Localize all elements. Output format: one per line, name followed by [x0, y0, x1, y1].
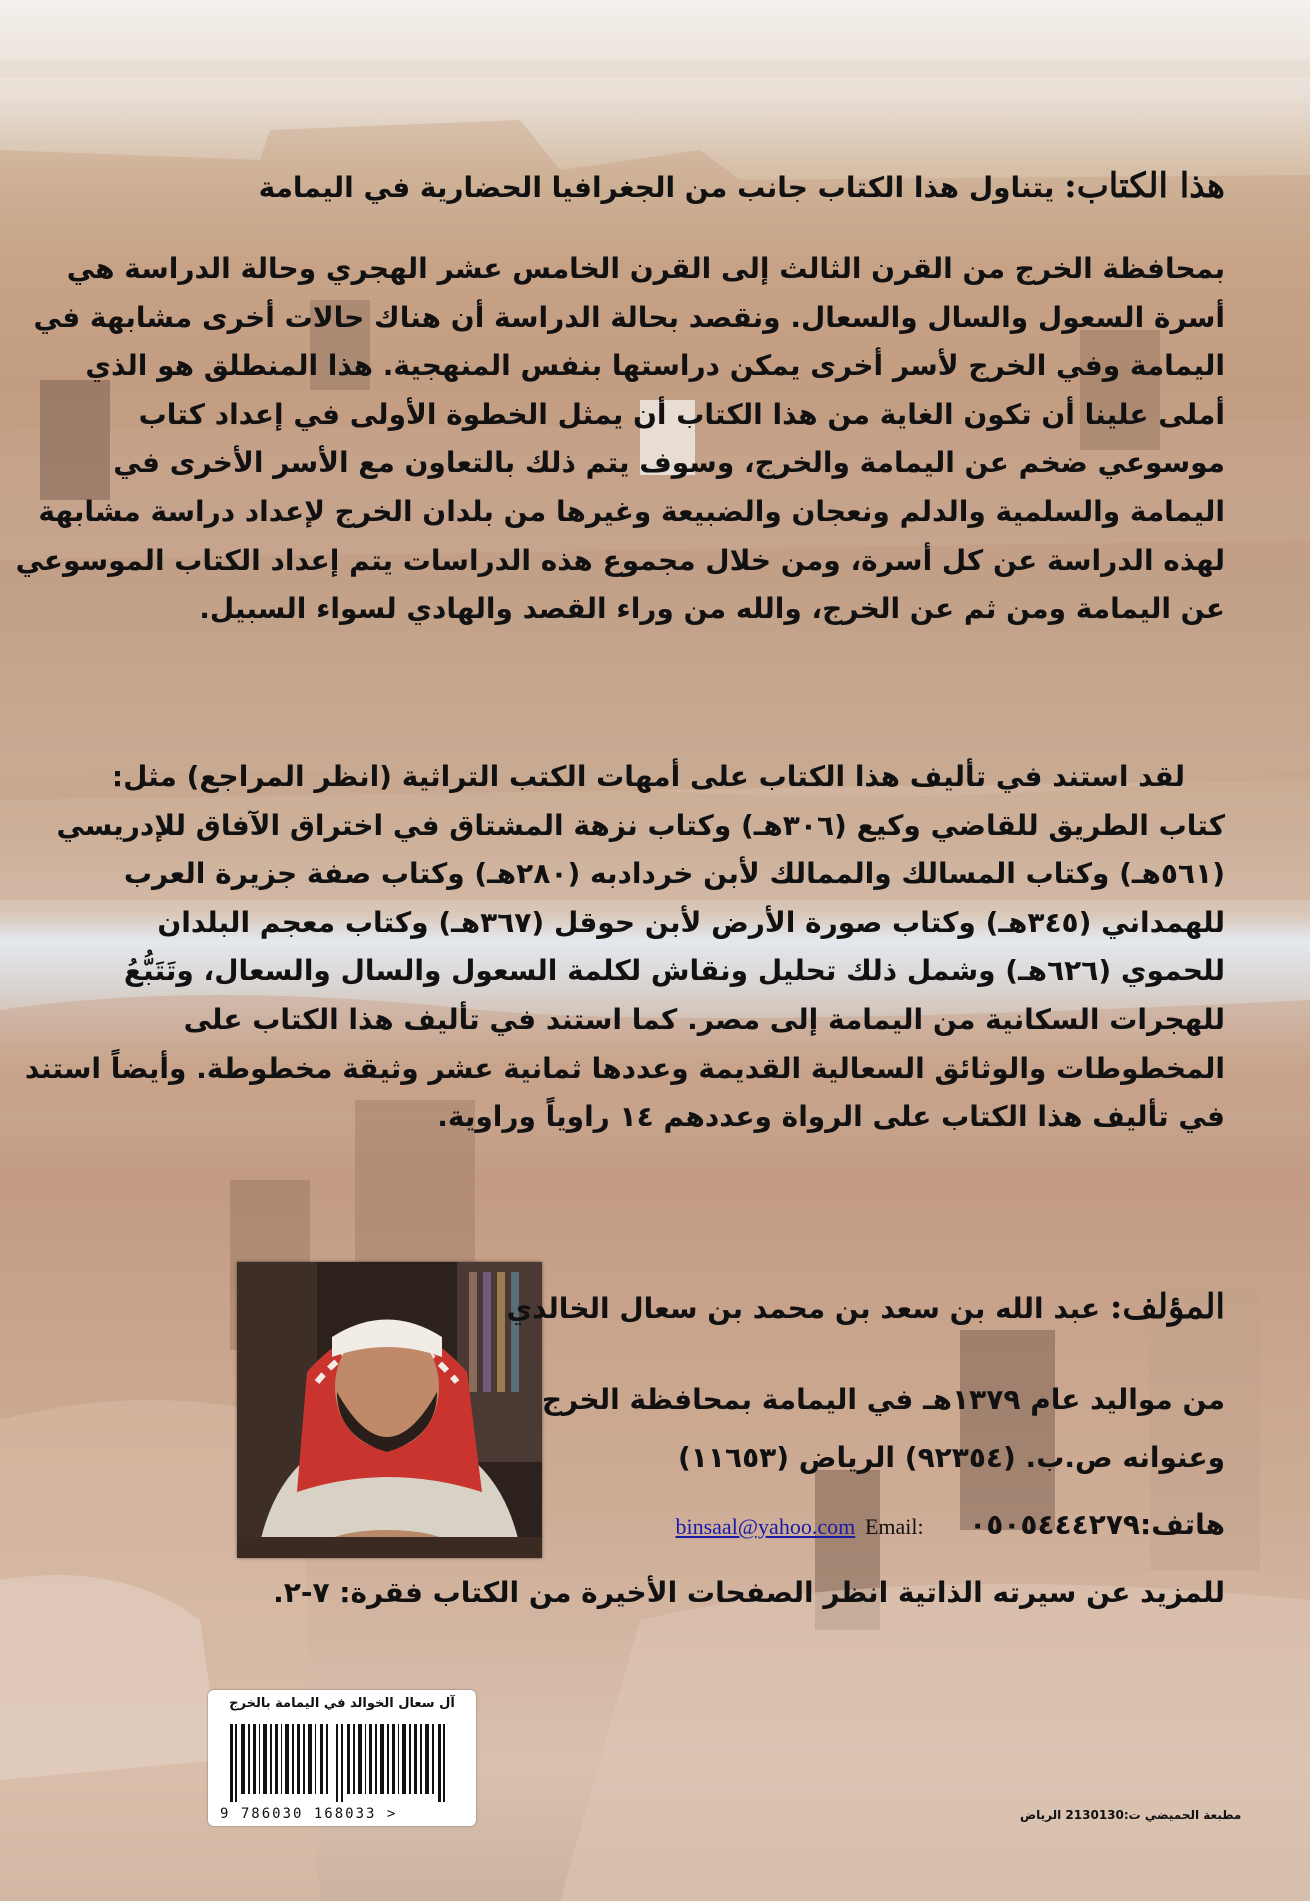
- about-line: بمحافظة الخرج من القرن الثالث إلى القرن الخامس عشر الهجري وحالة الدراسة هي: [66, 252, 1225, 285]
- author-address: وعنوانه ص.ب. (٩٢٣٥٤) الرياض (١١٦٥٣): [678, 1441, 1225, 1474]
- author-portrait-icon: [237, 1262, 542, 1558]
- author-birth: من مواليد عام ١٣٧٩هـ في اليمامة بمحافظة الخرج: [541, 1383, 1225, 1416]
- about-line: أملى علينا أن تكون الغاية من هذا الكتاب أن يمثل الخطوة الأولى في إعداد كتاب: [138, 397, 1225, 431]
- printer-credit: مطبعة الحميضي ت:2130130 الرياض: [1020, 1808, 1242, 1822]
- author-email-link[interactable]: binsaal@yahoo.com: [675, 1514, 856, 1539]
- sources-line: كتاب الطريق للقاضي وكيع (٣٠٦هـ) وكتاب نزهة المشتاق في اختراق الآفاق للإدريسي: [56, 808, 1225, 842]
- isbn-barcode: [208, 1690, 476, 1826]
- about-line: أسرة السعول والسال والسعال. ونقصد بحالة الدراسة أن هناك حالات أخرى مشابهة في: [33, 300, 1225, 334]
- author-more-info: للمزيد عن سيرته الذاتية انظر الصفحات الأخيرة من الكتاب فقرة: ٧-٢.: [273, 1576, 1225, 1609]
- about-book-body: [15, 245, 1225, 634]
- sources-line: للهجرات السكانية من اليمامة إلى مصر. كما استند في تأليف هذا الكتاب على: [183, 1002, 1225, 1036]
- author-phone: هاتف:٠٥٠٥٤٤٤٢٧٩: [969, 1508, 1225, 1541]
- about-line: لهذه الدراسة عن كل أسرة، ومن خلال مجموع هذه الدراسات يتم إعداد الكتاب الموسوعي: [15, 543, 1225, 577]
- sources-paragraph: [24, 753, 1225, 1142]
- sources-line: المخطوطات والوثائق السعالية القديمة وعددها ثمانية عشر وثيقة مخطوطة. وأيضاً استند: [24, 1051, 1225, 1085]
- about-line-1: هذا الكتاب: يتناول هذا الكتاب جانب من الجغرافيا الحضارية في اليمامة: [258, 166, 1225, 206]
- author-photo: [237, 1262, 542, 1558]
- about-book-paragraph: [195, 160, 1225, 212]
- about-line: عن اليمامة ومن ثم عن الخرج، والله من وراء القصد والهادي لسواء السبيل.: [199, 592, 1225, 626]
- sources-line: في تأليف هذا الكتاب على الرواة وعددهم ١٤ راوياً وراوية.: [437, 1100, 1225, 1134]
- sources-line: للحموي (٦٢٦هـ) وشمل ذلك تحليل ونقاش لكلمة السعول والسال والسعال، وتَتَبُّعُ: [123, 954, 1225, 988]
- about-line: اليمامة وفي الخرج لأسر أخرى يمكن دراستها بنفس المنهجية. هذا المنطلق هو الذي: [85, 349, 1225, 383]
- author-name: عبد الله بن سعد بن محمد بن سعال الخالدي: [506, 1292, 1101, 1325]
- author-name-line: [506, 1287, 1225, 1327]
- sources-line: (٥٦١هـ) وكتاب المسالك والممالك لأبن خردادبه (٢٨٠هـ) وكتاب صفة جزيرة العرب: [123, 857, 1225, 891]
- barcode-digits: 9 786030 168033 >: [220, 1806, 398, 1822]
- about-heading: هذا الكتاب:: [1064, 166, 1225, 206]
- sources-line: لقد استند في تأليف هذا الكتاب على أمهات الكتب التراثية (انظر المراجع) مثل:: [111, 760, 1185, 793]
- author-contact-line: [675, 1508, 1225, 1541]
- barcode-caption: آل سعال الخوالد في اليمامة بالخرج: [229, 1696, 455, 1711]
- about-line: اليمامة والسلمية والدلم ونعجان والضبيعة وغيرها من بلدان الخرج لإعداد دراسة مشابهة: [38, 494, 1225, 528]
- author-heading: المؤلف:: [1109, 1287, 1225, 1327]
- email-label: Email:: [864, 1514, 924, 1539]
- sources-line: للهمداني (٣٤٥هـ) وكتاب صورة الأرض لأبن حوقل (٣٦٧هـ) وكتاب معجم البلدان: [157, 905, 1225, 939]
- about-line: موسوعي ضخم عن اليمامة والخرج، وسوف يتم ذلك بالتعاون مع الأسر الأخرى في: [113, 446, 1225, 480]
